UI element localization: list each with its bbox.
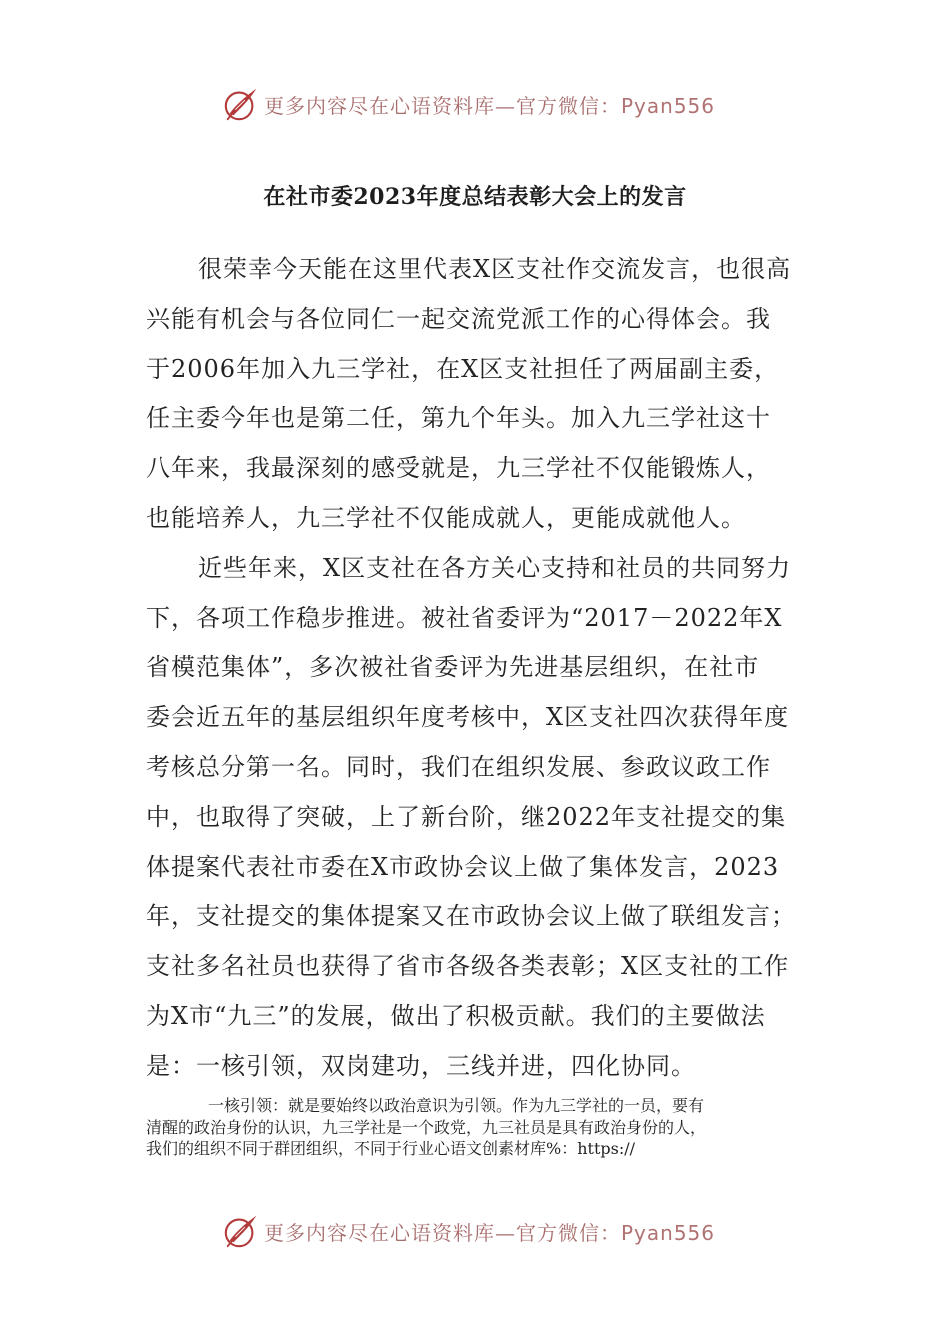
banner-text: 更多内容尽在心语资料库—官方微信：Pyan556 <box>264 93 716 118</box>
footnote-line: 一核引领：就是要始终以政治意识为引领。作为九三学社的一员，要有 <box>208 1096 705 1115</box>
document-title: 在社市委2023年度总结表彰大会上的发言 <box>263 184 687 210</box>
paragraph-line: 任主委今年也是第二任，第九个年头。加入九三学社这十 <box>146 404 771 433</box>
footnote <box>146 1095 806 1160</box>
paragraph-line: 于2006年加入九三学社，在X区支社担任了两届副主委， <box>146 354 780 383</box>
footnote-line: 我们的组织不同于群团组织，不同于行业心语文创素材库%：https:// <box>146 1139 635 1158</box>
paragraph-line: 兴能有机会与各位同仁一起交流党派工作的心得体会。我 <box>146 304 771 333</box>
wechat-id: Pyan556 <box>621 1220 716 1245</box>
paragraph-line: 省模范集体”，多次被社省委评为先进基层组织，在社市 <box>146 653 760 682</box>
paragraph-line: 也能培养人，九三学社不仅能成就人，更能成就他人。 <box>146 503 746 532</box>
paragraph-line: 体提案代表社市委在X市政协会议上做了集体发言，2023 <box>146 852 780 881</box>
paragraph-line: 委会近五年的基层组织年度考核中，X区支社四次获得年度 <box>146 703 790 732</box>
quill-pen-logo-icon <box>222 1212 260 1250</box>
footnote-line: 清醒的政治身份的认识，九三学社是一个政党，九三社员是具有政治身份的人， <box>146 1117 707 1137</box>
paragraph-line: 中，也取得了突破，上了新台阶，继2022年支社提交的集 <box>146 802 787 831</box>
paragraph-line: 支社多名社员也获得了省市各级各类表彰；X区支社的工作 <box>146 952 790 981</box>
paragraph-line: 近些年来，X区支社在各方关心支持和社员的共同努力 <box>198 553 792 582</box>
paragraph-line: 是：一核引领，双岗建功，三线并进，四化协同。 <box>146 1051 696 1080</box>
banner-text: 更多内容尽在心语资料库—官方微信：Pyan556 <box>264 1220 716 1245</box>
footer-banner <box>222 1211 715 1251</box>
paragraph-line: 考核总分第一名。同时，我们在组织发展、参政议政工作 <box>146 752 771 781</box>
wechat-id: Pyan556 <box>621 93 716 118</box>
header-banner <box>222 84 715 124</box>
quill-pen-logo-icon <box>222 85 260 123</box>
paragraph-line: 八年来，我最深刻的感受就是，九三学社不仅能锻炼人， <box>146 454 771 483</box>
paragraph-line: 为X市“九三”的发展，做出了积极贡献。我们的主要做法 <box>146 1001 766 1030</box>
paragraph-line: 年，支社提交的集体提案又在市政协会议上做了联组发言； <box>146 902 796 931</box>
paragraph-line: 下，各项工作稳步推进。被社省委评为“2017－2022年X <box>146 603 783 632</box>
paragraph-line: 很荣幸今天能在这里代表X区支社作交流发言，也很高 <box>198 255 792 283</box>
document-body <box>146 245 806 1092</box>
